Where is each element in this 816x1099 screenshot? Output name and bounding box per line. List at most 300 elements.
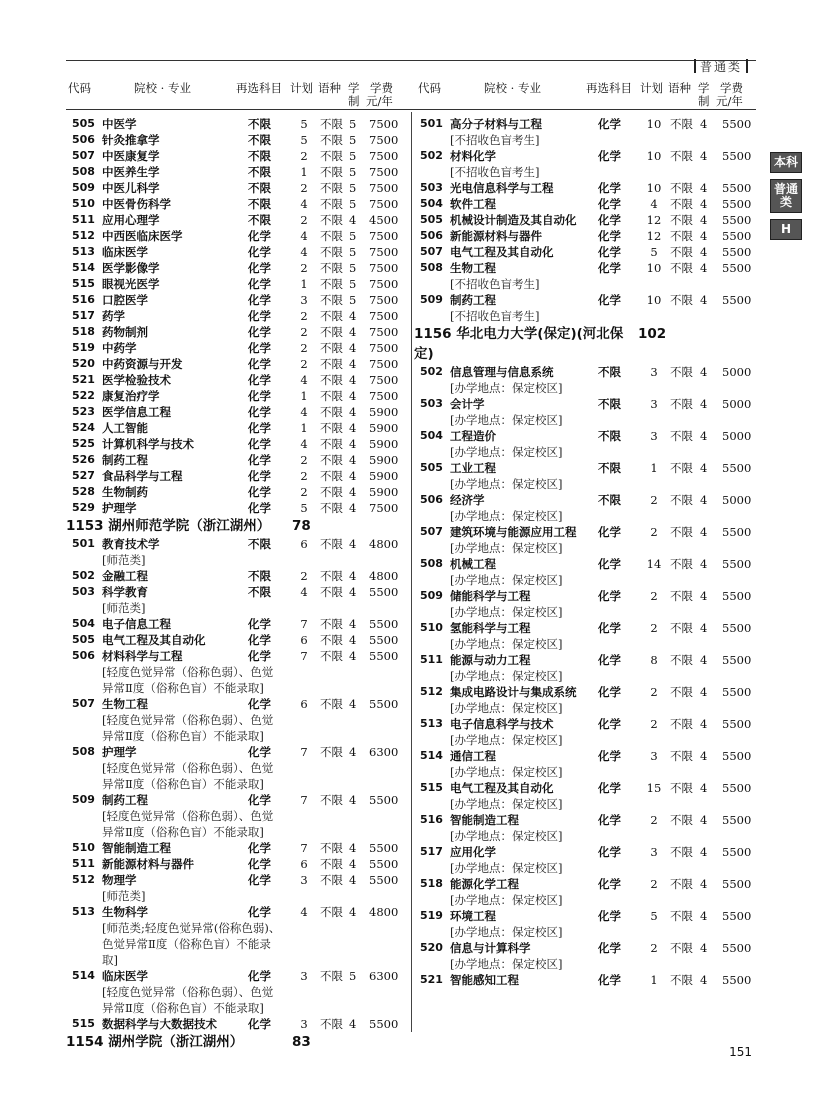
major-note: [师范类] — [102, 601, 146, 615]
tuition-fee: 5000 — [722, 493, 752, 507]
required-subject: 化学 — [598, 293, 621, 307]
required-subject: 化学 — [248, 857, 271, 871]
language: 不限 — [670, 229, 693, 243]
major-code: 507 — [72, 149, 95, 162]
tuition-fee: 5500 — [722, 749, 752, 763]
tuition-fee: 5500 — [722, 293, 752, 307]
required-subject: 化学 — [598, 181, 621, 195]
study-years: 4 — [349, 697, 357, 711]
study-years: 4 — [700, 685, 708, 699]
table-row — [72, 536, 402, 568]
plan-count: 3 — [650, 365, 658, 379]
required-subject: 化学 — [248, 453, 271, 467]
study-years: 5 — [349, 229, 357, 243]
study-years: 4 — [349, 453, 357, 467]
major-code: 528 — [72, 485, 95, 498]
language: 不限 — [320, 165, 343, 179]
major-code: 501 — [72, 537, 95, 550]
plan-count: 4 — [650, 197, 658, 211]
major-name: 金融工程 — [102, 569, 148, 583]
major-note: [轻度色觉异常（俗称色弱）、色觉 — [102, 985, 274, 999]
language: 不限 — [320, 649, 343, 663]
plan-count: 7 — [300, 841, 308, 855]
required-subject: 化学 — [598, 781, 621, 795]
major-code: 514 — [72, 969, 95, 982]
required-subject: 不限 — [598, 365, 621, 379]
study-years: 4 — [349, 537, 357, 551]
study-years: 4 — [349, 421, 357, 435]
study-years: 5 — [349, 149, 357, 163]
major-code: 515 — [420, 781, 443, 794]
required-subject: 化学 — [248, 309, 271, 323]
major-name: 电子信息科学与技术 — [450, 717, 554, 731]
table-row — [420, 940, 756, 972]
tuition-fee: 5500 — [722, 845, 752, 859]
language: 不限 — [320, 793, 343, 807]
tuition-fee: 5500 — [369, 649, 399, 663]
header-fee-2: 元/年 — [366, 94, 393, 108]
language: 不限 — [320, 905, 343, 919]
language: 不限 — [320, 389, 343, 403]
study-years: 4 — [700, 365, 708, 379]
language: 不限 — [670, 813, 693, 827]
required-subject: 化学 — [248, 261, 271, 275]
table-row — [420, 292, 756, 324]
language: 不限 — [670, 493, 693, 507]
tuition-fee: 7500 — [369, 293, 399, 307]
required-subject: 化学 — [248, 325, 271, 339]
language: 不限 — [320, 181, 343, 195]
left-column — [66, 116, 402, 1052]
table-row — [420, 364, 756, 396]
required-subject: 不限 — [248, 585, 271, 599]
language: 不限 — [320, 421, 343, 435]
study-years: 4 — [349, 873, 357, 887]
language: 不限 — [670, 589, 693, 603]
plan-count: 2 — [650, 621, 658, 635]
plan-count: 2 — [300, 181, 308, 195]
major-code: 512 — [420, 685, 443, 698]
plan-count: 3 — [650, 845, 658, 859]
table-row — [420, 780, 756, 812]
plan-count: 3 — [650, 749, 658, 763]
major-code: 517 — [72, 309, 95, 322]
major-code: 529 — [72, 501, 95, 514]
study-years: 4 — [700, 493, 708, 507]
required-subject: 化学 — [248, 617, 271, 631]
study-years: 5 — [349, 293, 357, 307]
tuition-fee: 5500 — [369, 841, 399, 855]
language: 不限 — [320, 309, 343, 323]
table-row — [72, 420, 402, 436]
study-years: 4 — [349, 501, 357, 515]
tuition-fee: 7500 — [369, 373, 399, 387]
language: 不限 — [670, 213, 693, 227]
study-years: 5 — [349, 133, 357, 147]
table-row — [420, 844, 756, 876]
study-years: 4 — [349, 389, 357, 403]
major-name: 教育技术学 — [102, 537, 160, 551]
major-code: 508 — [420, 557, 443, 570]
plan-count: 2 — [650, 813, 658, 827]
study-years: 4 — [349, 341, 357, 355]
school-name: 1153 湖州师范学院（浙江湖州） — [66, 518, 271, 534]
plan-count: 4 — [300, 905, 308, 919]
major-code: 502 — [72, 569, 95, 582]
right-column — [414, 116, 756, 988]
major-code: 523 — [72, 405, 95, 418]
study-years: 4 — [700, 941, 708, 955]
table-row — [420, 116, 756, 148]
tuition-fee: 7500 — [369, 229, 399, 243]
study-years: 4 — [700, 261, 708, 275]
language: 不限 — [320, 213, 343, 227]
plan-count: 6 — [300, 857, 308, 871]
table-row — [72, 468, 402, 484]
table-row — [72, 744, 402, 792]
required-subject: 化学 — [598, 685, 621, 699]
required-subject: 不限 — [598, 461, 621, 475]
tuition-fee: 7500 — [369, 149, 399, 163]
major-code: 506 — [420, 229, 443, 242]
table-row — [420, 428, 756, 460]
major-name: 数据科学与大数据技术 — [102, 1017, 217, 1031]
tuition-fee: 5500 — [369, 857, 399, 871]
major-code: 507 — [72, 697, 95, 710]
major-note: [办学地点：保定校区] — [450, 413, 563, 427]
tuition-fee: 5500 — [722, 589, 752, 603]
tuition-fee: 5500 — [722, 149, 752, 163]
tuition-fee: 5500 — [722, 197, 752, 211]
study-years: 5 — [349, 165, 357, 179]
language: 不限 — [670, 717, 693, 731]
plan-count: 1 — [300, 389, 308, 403]
major-name: 光电信息科学与工程 — [450, 181, 554, 195]
plan-count: 2 — [300, 485, 308, 499]
required-subject: 化学 — [248, 697, 271, 711]
major-name: 医学检验技术 — [102, 373, 171, 387]
major-code: 518 — [420, 877, 443, 890]
plan-count: 6 — [300, 697, 308, 711]
study-years: 4 — [349, 841, 357, 855]
major-code: 503 — [420, 397, 443, 410]
tuition-fee: 7500 — [369, 133, 399, 147]
tuition-fee: 5500 — [369, 585, 399, 599]
plan-count: 5 — [650, 909, 658, 923]
major-note: [师范类] — [102, 889, 146, 903]
study-years: 5 — [349, 969, 357, 983]
tuition-fee: 7500 — [369, 341, 399, 355]
tuition-fee: 7500 — [369, 245, 399, 259]
plan-count: 2 — [650, 941, 658, 955]
study-years: 4 — [700, 653, 708, 667]
plan-count: 4 — [300, 373, 308, 387]
required-subject: 化学 — [598, 845, 621, 859]
major-code: 511 — [72, 213, 95, 226]
table-row — [420, 492, 756, 524]
required-subject: 化学 — [598, 717, 621, 731]
plan-count: 1 — [300, 277, 308, 291]
tab-undergrad: 本科 — [770, 152, 802, 173]
language: 不限 — [670, 261, 693, 275]
plan-count: 2 — [300, 453, 308, 467]
major-note: [办学地点：保定校区] — [450, 477, 563, 491]
tuition-fee: 5500 — [722, 653, 752, 667]
major-name: 电气工程及其自动化 — [450, 781, 554, 795]
plan-count: 5 — [650, 245, 658, 259]
major-note: [不招收色盲考生] — [450, 133, 540, 147]
major-name: 经济学 — [450, 493, 485, 507]
required-subject: 化学 — [248, 649, 271, 663]
major-name: 护理学 — [102, 745, 137, 759]
table-row — [72, 968, 402, 1016]
study-years: 4 — [700, 429, 708, 443]
language: 不限 — [320, 697, 343, 711]
language: 不限 — [320, 341, 343, 355]
required-subject: 不限 — [248, 133, 271, 147]
table-row — [72, 244, 402, 260]
study-years: 4 — [700, 749, 708, 763]
header-fee: 学费 — [720, 81, 743, 95]
major-name: 中药资源与开发 — [102, 357, 183, 371]
required-subject: 化学 — [598, 197, 621, 211]
plan-count: 5 — [300, 117, 308, 131]
major-code: 519 — [420, 909, 443, 922]
table-row — [72, 276, 402, 292]
study-years: 4 — [700, 397, 708, 411]
required-subject: 化学 — [248, 293, 271, 307]
table-row — [420, 556, 756, 588]
tuition-fee: 4800 — [369, 905, 399, 919]
required-subject: 化学 — [598, 261, 621, 275]
table-row — [420, 588, 756, 620]
major-name: 应用心理学 — [102, 213, 160, 227]
table-row — [72, 792, 402, 840]
major-name: 软件工程 — [450, 197, 496, 211]
table-row — [420, 748, 756, 780]
major-code: 503 — [72, 585, 95, 598]
table-row — [72, 856, 402, 872]
major-code: 504 — [420, 429, 443, 442]
table-row — [72, 1016, 402, 1032]
language: 不限 — [670, 781, 693, 795]
required-subject: 化学 — [598, 653, 621, 667]
major-name: 食品科学与工程 — [102, 469, 183, 483]
tuition-fee: 5500 — [722, 557, 752, 571]
major-note: [办学地点：保定校区] — [450, 925, 563, 939]
study-years: 4 — [349, 793, 357, 807]
table-row — [72, 404, 402, 420]
plan-count: 2 — [650, 685, 658, 699]
tuition-fee: 6300 — [369, 745, 399, 759]
major-name: 护理学 — [102, 501, 137, 515]
major-code: 516 — [420, 813, 443, 826]
language: 不限 — [320, 633, 343, 647]
header-years-2: 制 — [348, 94, 360, 108]
major-name: 中医儿科学 — [102, 181, 160, 195]
language: 不限 — [670, 149, 693, 163]
major-note: [不招收色盲考生] — [450, 277, 540, 291]
required-subject: 化学 — [248, 905, 271, 919]
study-years: 5 — [349, 117, 357, 131]
table-row — [420, 180, 756, 196]
table-row — [72, 584, 402, 616]
major-code: 509 — [72, 793, 95, 806]
plan-count: 2 — [650, 525, 658, 539]
plan-count: 4 — [300, 229, 308, 243]
tuition-fee: 7500 — [369, 357, 399, 371]
language: 不限 — [320, 357, 343, 371]
table-row — [72, 260, 402, 276]
tuition-fee: 7500 — [369, 277, 399, 291]
language: 不限 — [320, 117, 343, 131]
major-name: 新能源材料与器件 — [102, 857, 194, 871]
tab-letter: H — [770, 219, 802, 240]
required-subject: 化学 — [248, 357, 271, 371]
study-years: 4 — [700, 621, 708, 635]
language: 不限 — [320, 325, 343, 339]
table-row — [72, 164, 402, 180]
table-row — [72, 696, 402, 744]
tuition-fee: 5000 — [722, 365, 752, 379]
language: 不限 — [320, 585, 343, 599]
required-subject: 化学 — [248, 277, 271, 291]
header-years: 学 — [698, 81, 710, 95]
tuition-fee: 5500 — [722, 461, 752, 475]
header-years-2: 制 — [698, 94, 710, 108]
major-name: 针灸推拿学 — [102, 133, 160, 147]
major-note: [办学地点：保定校区] — [450, 797, 563, 811]
plan-count: 4 — [300, 585, 308, 599]
tuition-fee: 5500 — [722, 213, 752, 227]
major-code: 515 — [72, 1017, 95, 1030]
school-heading — [66, 1032, 402, 1052]
major-note: 异常Ⅱ度（俗称色盲）不能录取] — [102, 729, 264, 743]
major-note: 取] — [102, 953, 118, 967]
language: 不限 — [670, 525, 693, 539]
major-code: 521 — [420, 973, 443, 986]
language: 不限 — [670, 293, 693, 307]
major-name: 物理学 — [102, 873, 137, 887]
plan-count: 12 — [646, 229, 662, 243]
required-subject: 不限 — [248, 213, 271, 227]
required-subject: 不限 — [248, 197, 271, 211]
major-name: 临床医学 — [102, 245, 148, 259]
major-name: 智能感知工程 — [450, 973, 519, 987]
major-name: 中医康复学 — [102, 149, 160, 163]
major-code: 502 — [420, 149, 443, 162]
table-row — [420, 212, 756, 228]
major-name: 能源化学工程 — [450, 877, 519, 891]
language: 不限 — [320, 437, 343, 451]
table-row — [420, 652, 756, 684]
table-row — [420, 620, 756, 652]
study-years: 4 — [700, 813, 708, 827]
major-code: 510 — [72, 197, 95, 210]
language: 不限 — [320, 405, 343, 419]
major-note: 色觉异常Ⅱ度（俗称色盲）不能录 — [102, 937, 271, 951]
header-school-major: 院校 · 专业 — [484, 81, 541, 95]
required-subject: 化学 — [598, 229, 621, 243]
study-years: 4 — [349, 485, 357, 499]
language: 不限 — [320, 197, 343, 211]
table-row — [72, 872, 402, 904]
study-years: 4 — [700, 589, 708, 603]
major-note: [办学地点：保定校区] — [450, 829, 563, 843]
language: 不限 — [320, 245, 343, 259]
plan-count: 3 — [300, 1017, 308, 1031]
language: 不限 — [320, 133, 343, 147]
major-note: [办学地点：保定校区] — [450, 893, 563, 907]
header-years: 学 — [348, 81, 360, 95]
language: 不限 — [320, 149, 343, 163]
language: 不限 — [320, 485, 343, 499]
major-name: 科学教育 — [102, 585, 148, 599]
required-subject: 化学 — [598, 245, 621, 259]
major-name: 药物制剂 — [102, 325, 148, 339]
study-years: 4 — [349, 617, 357, 631]
language: 不限 — [670, 557, 693, 571]
major-name: 计算机科学与技术 — [102, 437, 194, 451]
required-subject: 化学 — [248, 469, 271, 483]
plan-count: 12 — [646, 213, 662, 227]
study-years: 4 — [349, 213, 357, 227]
page-number: 151 — [729, 1045, 752, 1059]
tuition-fee: 5500 — [722, 229, 752, 243]
plan-count: 2 — [300, 325, 308, 339]
major-note: 异常Ⅱ度（俗称色盲）不能录取] — [102, 1001, 264, 1015]
study-years: 4 — [700, 213, 708, 227]
major-code: 504 — [72, 617, 95, 630]
required-subject: 化学 — [248, 633, 271, 647]
major-note: [不招收色盲考生] — [450, 165, 540, 179]
major-code: 506 — [72, 649, 95, 662]
major-code: 510 — [420, 621, 443, 634]
plan-count: 10 — [646, 293, 662, 307]
header-language: 语种 — [668, 81, 691, 95]
plan-count: 4 — [300, 197, 308, 211]
language: 不限 — [320, 873, 343, 887]
language: 不限 — [670, 973, 693, 987]
major-note: [办学地点：保定校区] — [450, 957, 563, 971]
major-note: [轻度色觉异常（俗称色弱）、色觉 — [102, 665, 274, 679]
major-note: [办学地点：保定校区] — [450, 861, 563, 875]
major-code: 514 — [420, 749, 443, 762]
language: 不限 — [670, 877, 693, 891]
table-row — [72, 436, 402, 452]
required-subject: 不限 — [248, 537, 271, 551]
language: 不限 — [670, 397, 693, 411]
study-years: 4 — [349, 469, 357, 483]
major-code: 512 — [72, 229, 95, 242]
column-divider — [411, 112, 412, 1032]
required-subject: 化学 — [248, 969, 271, 983]
major-code: 509 — [420, 589, 443, 602]
language: 不限 — [670, 909, 693, 923]
major-name: 中西医临床医学 — [102, 229, 183, 243]
major-code: 511 — [420, 653, 443, 666]
category-label: 普通类 — [690, 58, 752, 75]
tuition-fee: 4800 — [369, 537, 399, 551]
plan-count: 2 — [650, 877, 658, 891]
tuition-fee: 5500 — [722, 245, 752, 259]
major-name: 机械设计制造及其自动化 — [450, 213, 577, 227]
table-row — [72, 616, 402, 632]
tuition-fee: 4800 — [369, 569, 399, 583]
tuition-fee: 5500 — [722, 117, 752, 131]
plan-count: 8 — [650, 653, 658, 667]
major-note: [轻度色觉异常（俗称色弱）、色觉 — [102, 809, 274, 823]
